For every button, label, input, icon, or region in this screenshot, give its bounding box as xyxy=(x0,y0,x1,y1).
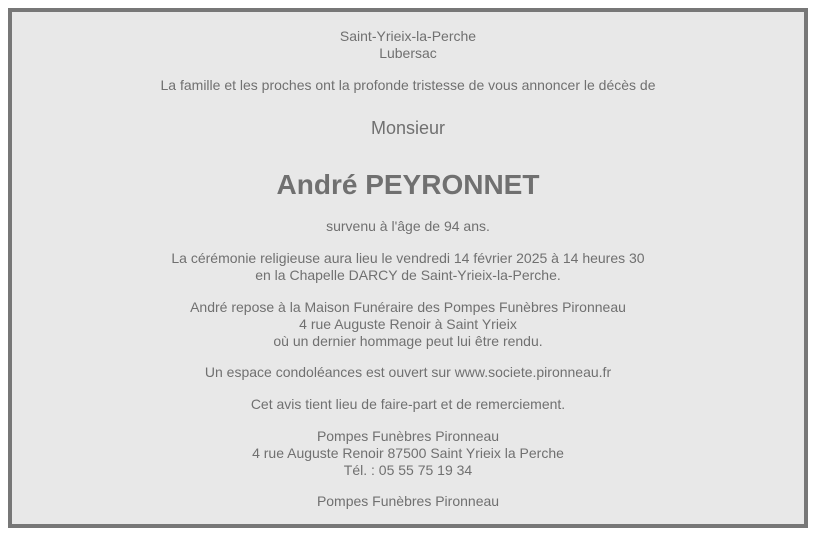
ceremony-line-2: en la Chapelle DARCY de Saint-Yrieix-la-Perche. xyxy=(255,267,561,283)
faire-part-line: Cet avis tient lieu de faire-part et de remerciement. xyxy=(250,396,566,412)
deceased-name: André PEYRONNET xyxy=(276,169,540,200)
announcement-text: La famille et les proches ont la profonde tristesse de vous annoncer le décès de xyxy=(160,77,656,93)
ceremony-line-1: La cérémonie religieuse aura lieu le vendredi 14 février 2025 à 14 heures 30 xyxy=(171,250,645,266)
signature: Pompes Funèbres Pironneau xyxy=(316,493,500,509)
header-place-1: Saint-Yrieix-la-Perche xyxy=(339,28,477,44)
repose-line-2: 4 rue Auguste Renoir à Saint Yrieix xyxy=(299,316,517,332)
header-place-2: Lubersac xyxy=(379,45,437,61)
death-notice xyxy=(8,8,808,528)
repose-line-3: où un dernier hommage peut lui être rendu. xyxy=(273,333,543,349)
age-line: survenu à l'âge de 94 ans. xyxy=(326,218,490,234)
funeral-home-name: Pompes Funèbres Pironneau xyxy=(316,428,500,444)
condolences-line: Un espace condoléances est ouvert sur www.societe.pironneau.fr xyxy=(204,364,612,380)
repose-line-1: André repose à la Maison Funéraire des Pompes Funèbres Pironneau xyxy=(190,299,626,315)
funeral-home-address: 4 rue Auguste Renoir 87500 Saint Yrieix la Perche xyxy=(252,445,564,461)
salutation: Monsieur xyxy=(370,118,446,138)
funeral-home-phone: Tél. : 05 55 75 19 34 xyxy=(343,462,473,478)
